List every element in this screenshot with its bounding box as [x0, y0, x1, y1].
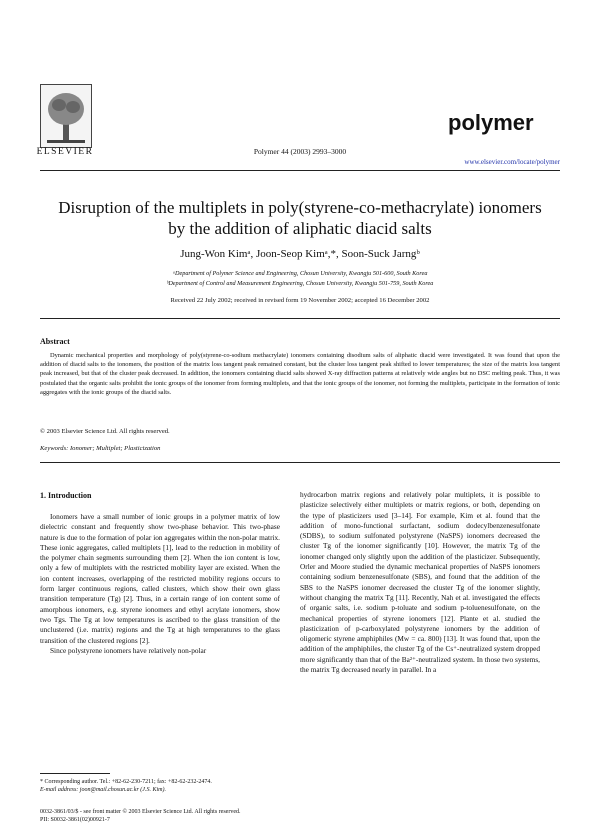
abstract-text: Dynamic mechanical properties and morphology of poly(styrene-co-sodium methacrylate) ionomers containing disodium salts of aliphatic diacid were investigated. It was found that upon the addition of diacid salts to the ionomers, the position of the matrix loss tangent peak remained constant, but the cluster loss tangent peak shifted to lower temperatures; the size of the matrix loss tangent peak increased, but that of the cluster peak decreased. In addition, the ionomers containing diacid salts showed X-ray diffraction patterns at relatively wide angles but no DSC melting peak. Thus, it was postulated that the organic salts prohibit the ionic groups of the ionomer from forming multiplets, and that the ionic groups of the ionomer, not forming the multiplets, participate in the formation of ionic aggregates with the ionic groups of the diacid salts.	[40, 352, 560, 396]
title-line-2: by the addition of aliphatic diacid salts	[168, 219, 432, 238]
elsevier-tree-logo	[40, 84, 92, 148]
paragraph: Ionomers have a small number of ionic groups in a polymer matrix of low dielectric constant and frequently show two-phase behavior. This two-phase nature is due to the formation of polar ion aggregates within the non-polar matrix. These ionic aggregates, called multiplets [1], lead to the reduction in mobility of the polymer chain segments surrounding them [2]. When the ion content is low, only a few of multiplets with the restricted mobility layer are existed. When the ion content increases, overlapping of the restricted mobility regions occurs to form larger continuous regions, called clusters, which show their own glass transition temperature (Tg) [2]. Thus, in a certain range of ion content some of amorphous ionomers, e.g. styrene ionomers and ethyl acrylate ionomers, show two Tgs. The Tg at low temperatures is ascribed to the glass transition of the unclustered (i.e. matrix) regions and the Tg at high temperatures to the glass transition of the clustered regions [2].	[40, 512, 280, 645]
authors: Jung-Won Kimᵃ, Joon-Seop Kimᵃ,*, Soon-Suck Jarngᵇ	[180, 248, 420, 260]
citation: Polymer 44 (2003) 2993–3000	[253, 147, 347, 156]
received-dates: Received 22 July 2002; received in revised form 19 November 2002; accepted 16 December 2002	[170, 297, 430, 304]
publication-meta	[40, 808, 241, 824]
article-title	[40, 197, 560, 239]
abstract-divider-top	[40, 318, 560, 319]
abstract-heading: Abstract	[40, 337, 70, 346]
right-column	[300, 490, 540, 675]
affiliation-a: ᵃDepartment of Polymer Science and Engineering, Chosun University, Kwangju 501-600, South Korea	[172, 270, 428, 277]
footnote-divider	[40, 773, 110, 774]
footnote	[40, 778, 212, 794]
footnote-email: E-mail address: joon@mail.chosun.ac.kr (J.S. Kim).	[40, 787, 166, 793]
footnote-corresponding: * Corresponding author. Tel.: +82-62-230-7211; fax: +82-62-232-2474.	[40, 779, 212, 785]
left-column	[40, 512, 280, 656]
keywords: Keywords: Ionomer; Multiplet; Plasticization	[40, 445, 161, 452]
paragraph: hydrocarbon matrix regions and relatively polar multiplets, it is possible to plasticize selectively either multiplets or matrix regions, or both, depending on the type of plasticizers used [3–14]. For example, Kim et al. found that the addition of mono-functional surfactant, sodium dodecylbenzenesulfonate (SDBS), to sodium sulfonated polystyrene (NaSPS) ionomers decreased the cluster Tg of the ionomer significantly [10]. However, the matrix Tg of the ionomer changed only slightly upon the addition of the plasticizer. Subsequently, Orler and Moore studied the dynamic mechanical properties of NaSPS ionomers containing sodium benzenesulfonate (SBS), and found that the addition of the SBS to the NaSPS ionomer decreased the cluster Tg of the ionomer slightly, without changing the matrix Tg [11]. Recently, Nah et al. investigated the effects of organic salts, i.e. sodium p-toluate and sodium p-toluenesulfonate, on the mechanical properties of styrene ionomers [12]. Plante et al. studied the plasticization of p-carboxylated polystyrene ionomers by the addition of oligomeric styrene amphiphiles (Mw = ca. 800) [13]. It was found that, upon the addition of the amphiphiles, the cluster Tg of the Cs⁺-neutralized system dropped more significantly than that of the Ba²⁺-neutralized system. In those two systems, the matrix Tg decreased nearly in parallel. In a	[300, 490, 540, 675]
header-divider	[40, 170, 560, 171]
issn-line: 0032-3861/03/$ - see front matter © 2003 Elsevier Science Ltd. All rights reserved.	[40, 809, 241, 815]
copyright: © 2003 Elsevier Science Ltd. All rights reserved.	[40, 428, 170, 435]
title-line-1: Disruption of the multiplets in poly(styrene-co-methacrylate) ionomers	[58, 198, 542, 217]
affiliation-b: ᵇDepartment of Control and Measurement Engineering, Chosun University, Kwangju 501-759, South Korea	[166, 280, 434, 287]
journal-url-link[interactable]: www.elsevier.com/locate/polymer	[464, 158, 560, 166]
abstract-divider-bottom	[40, 462, 560, 463]
journal-title: polymer	[448, 110, 534, 135]
publisher-name: ELSEVIER	[36, 147, 94, 157]
pii-line: PII: S0032-3861(02)00921-7	[40, 817, 110, 823]
paragraph: Since polystyrene ionomers have relatively non-polar	[50, 645, 207, 655]
section-heading: 1. Introduction	[40, 491, 92, 500]
